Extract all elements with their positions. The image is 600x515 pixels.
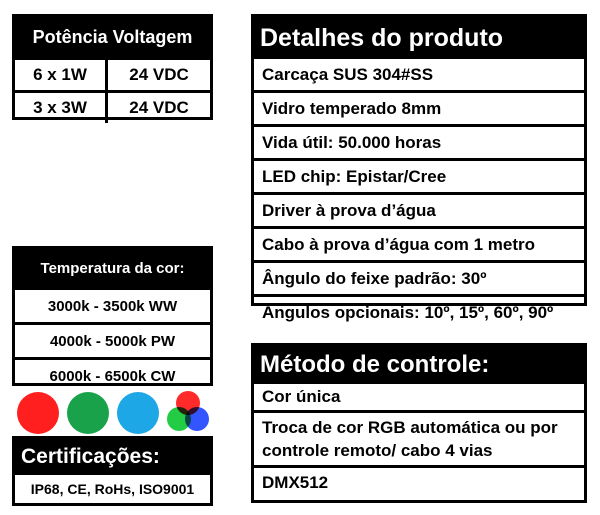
- control-method-item: DMX512: [254, 465, 584, 497]
- control-method-box: [251, 343, 587, 503]
- product-detail-item: Vidro temperado 8mm: [254, 90, 584, 124]
- product-detail-item: Carcaça SUS 304#SS: [262, 64, 434, 84]
- power-voltage-rows: [15, 57, 210, 123]
- product-detail-item: Cabo à prova d’água com 1 metro: [254, 226, 584, 260]
- power-voltage-table: [12, 14, 213, 120]
- voltage-cell: 24 VDC: [129, 98, 189, 117]
- color-temperature-option: 3000k - 3500k WW: [15, 287, 210, 322]
- color-temperature-title: Temperatura da cor:: [15, 249, 210, 287]
- power-cell: 6 x 1W: [15, 60, 108, 90]
- color-temperature-box: [12, 246, 213, 386]
- power-cell: 3 x 3W: [15, 93, 108, 123]
- certifications-value: IP68, CE, RoHs, ISO9001: [30, 481, 195, 497]
- product-detail-item: Ângulo do feixe padrão: 30º: [254, 260, 584, 294]
- product-details-title: Detalhes do produto: [254, 17, 584, 59]
- red-color-dot: [17, 392, 59, 434]
- color-temperature-option: 4000k - 5000k PW: [15, 322, 210, 357]
- voltage-cell: 24 VDC: [129, 65, 189, 84]
- control-method-item: Cor única: [262, 387, 341, 406]
- rgb-blue-circle: [185, 407, 209, 431]
- certifications-title: Certificações:: [15, 439, 210, 475]
- control-method-title: Método de controle:: [254, 346, 584, 384]
- product-details-box: [251, 14, 587, 322]
- table-row: [15, 57, 210, 90]
- color-temperature-option: 6000k - 6500k CW: [15, 357, 210, 392]
- product-detail-item: Vida útil: 50.000 horas: [254, 124, 584, 158]
- rgb-color-icon: [165, 389, 211, 435]
- table-row: [15, 90, 210, 123]
- control-method-item: Troca de cor RGB automática ou por controle remoto/ cabo 4 vias: [254, 410, 584, 465]
- green-color-dot: [67, 392, 109, 434]
- product-detail-item: LED chip: Epistar/Cree: [254, 158, 584, 192]
- product-detail-item: Driver à prova d’água: [254, 192, 584, 226]
- power-voltage-header: Potência Voltagem: [15, 17, 210, 57]
- product-detail-item: Ângulos opcionais: 10º, 15º, 60º, 90º: [254, 294, 584, 328]
- certifications-box: [12, 436, 213, 506]
- blue-color-dot: [117, 392, 159, 434]
